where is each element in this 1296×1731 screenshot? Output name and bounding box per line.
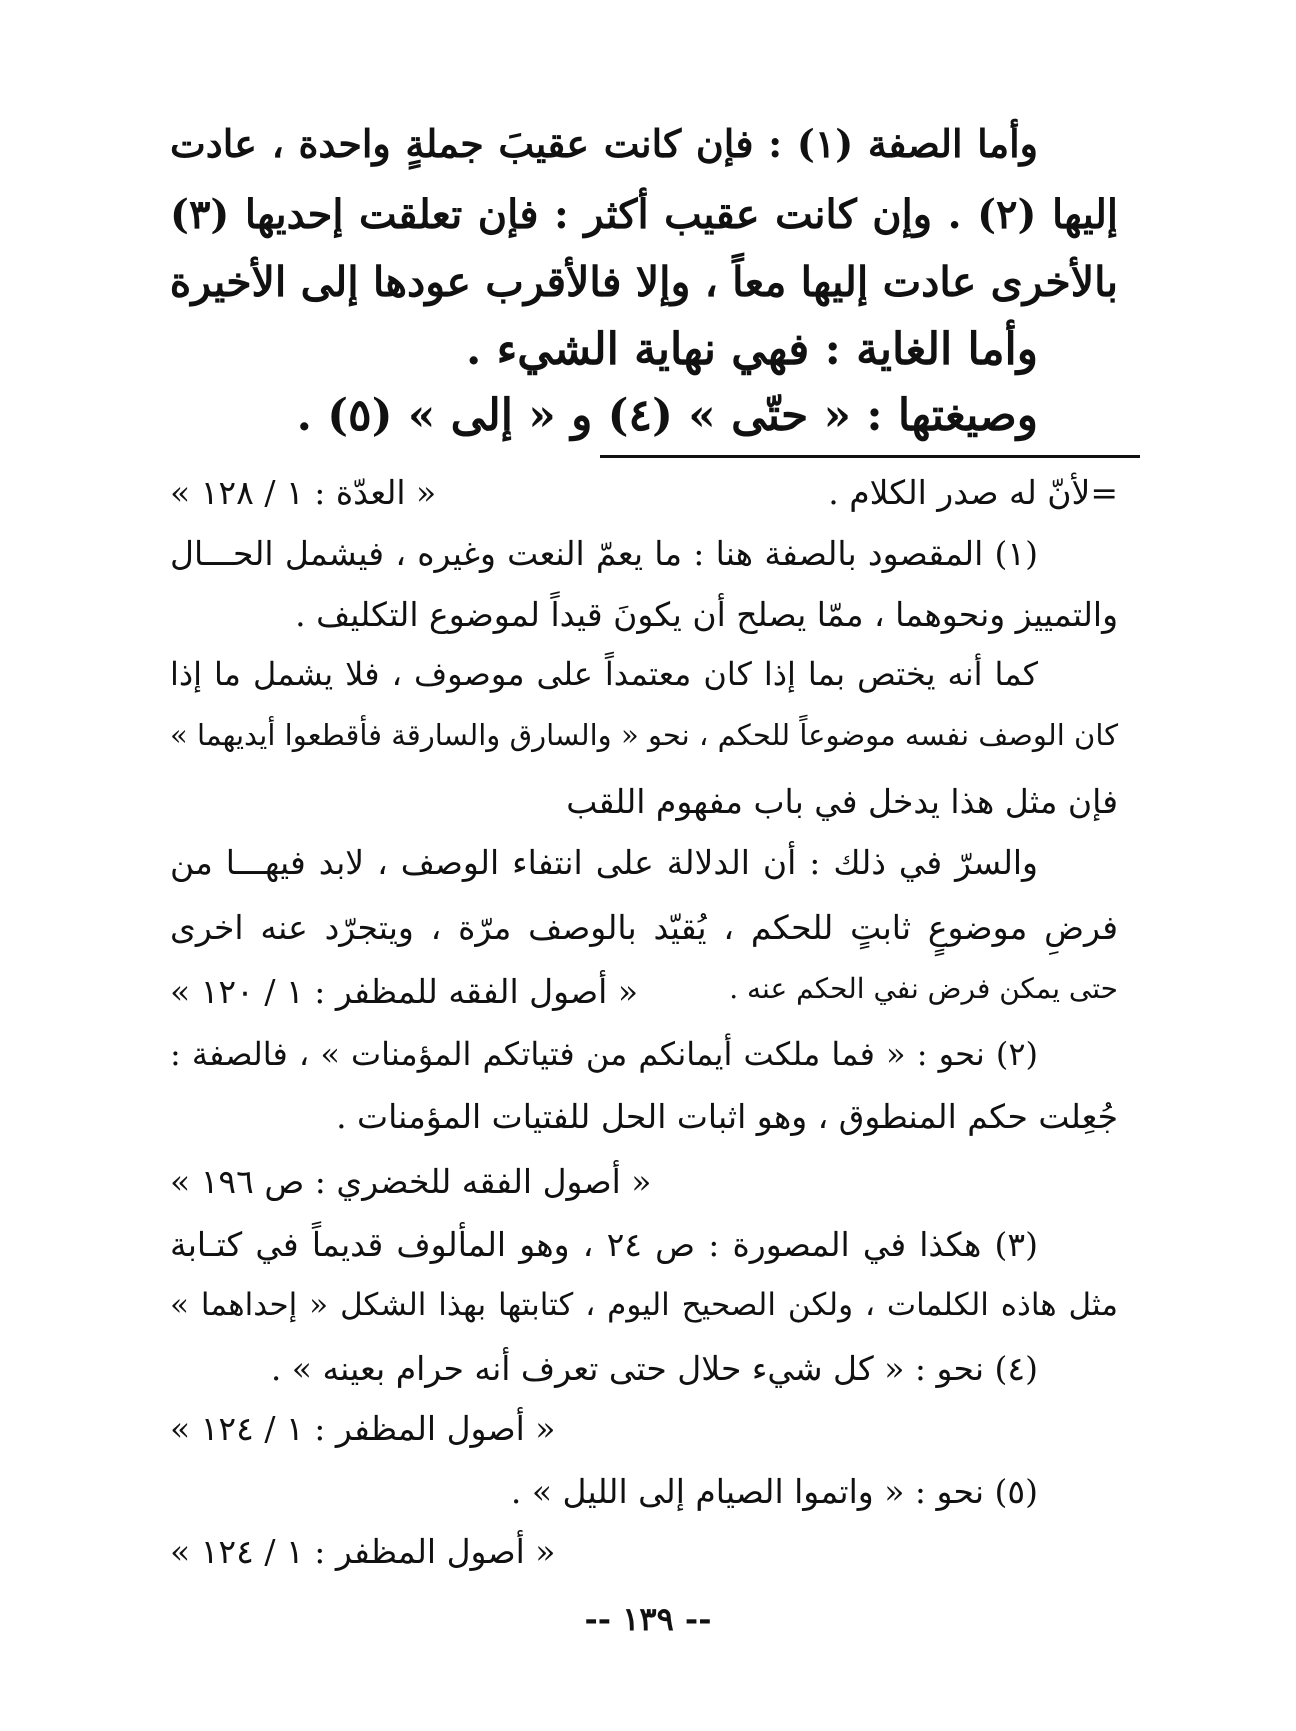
- main-line-2: إليها (٢) . وإن كانت عقيب أكثر : فإن تعلقت إحديها (٣): [170, 191, 1118, 238]
- main-line-1: وأما الصفة (١) : فإن كانت عقيبَ جملةٍ واحدة ، عادت: [170, 121, 1038, 166]
- footnote-3-line-2: مثل هاذه الكلمات ، ولكن الصحيح اليوم ، كتابتها بهذا الشكل « إحداهما »: [170, 1287, 1118, 1323]
- page-number: -- ١٣٩ --: [584, 1600, 712, 1638]
- footnote-1-line-6: والسرّ في ذلك : أن الدلالة على انتفاء الوصف ، لابد فيهـــا من: [170, 843, 1038, 882]
- main-line-3: بالأخرى عادت إليها معاً ، وإلا فالأقرب عودها إلى الأخيرة: [169, 258, 1118, 306]
- footnote-4-ref: « أصول المظفر : ١ / ١٢٤ »: [170, 1409, 556, 1448]
- footnote-2-ref: « أصول الفقه للخضري : ص ١٩٦ »: [170, 1162, 652, 1201]
- footnote-1-line-7: فرضِ موضوعٍ ثابتٍ للحكم ، يُقيّد بالوصف مرّة ، ويتجرّد عنه اخرى: [170, 908, 1118, 947]
- footnote-1-line-8: حتى يمكن فرض نفي الحكم عنه .: [729, 972, 1118, 1005]
- footnote-separator: [600, 455, 1140, 458]
- footnote-3-line-1: (٣) هكذا في المصورة : ص ٢٤ ، وهو المألوف قديماً في كتـابة: [170, 1225, 1038, 1264]
- main-line-5: وصيغتها : « حتّى » (٤) و « إلى » (٥) .: [296, 390, 1038, 441]
- footnote-5-line: (٥) نحو : « واتموا الصيام إلى الليل » .: [510, 1472, 1038, 1511]
- footnote-2-line-1: (٢) نحو : « فما ملكت أيمانكم من فتياتكم المؤمنات » ، فالصفة :: [170, 1035, 1038, 1073]
- main-line-4: وأما الغاية : فهي نهاية الشيء .: [465, 324, 1038, 375]
- footnote-1-line-3: كما أنه يختص بما إذا كان معتمداً على موصوف ، فلا يشمل ما إذا: [170, 655, 1039, 693]
- footnote-1-line-2: والتمييز ونحوهما ، ممّا يصلح أن يكونَ قيداً لموضوع التكليف .: [295, 595, 1118, 634]
- footnote-1-ref: « أصول الفقه للمظفر : ١ / ١٢٠ »: [170, 972, 639, 1011]
- footnote-5-ref: « أصول المظفر : ١ / ١٢٤ »: [170, 1532, 556, 1571]
- footnote-1-line-5: فإن مثل هذا يدخل في باب مفهوم اللقب: [566, 782, 1118, 821]
- footnote-2-line-2: جُعِلت حكم المنطوق ، وهو اثبات الحل للفتيات المؤمنات .: [336, 1097, 1118, 1136]
- footnote-continuation-text: =لأنّ له صدر الكلام .: [828, 473, 1118, 512]
- footnote-continuation-ref: « العدّة : ١ / ١٢٨ »: [170, 473, 437, 512]
- footnote-4-line: (٤) نحو : « كل شيء حلال حتى تعرف أنه حرام بعينه » .: [270, 1349, 1038, 1388]
- footnote-1-line-4: كان الوصف نفسه موضوعاً للحكم ، نحو « والسارق والسارقة فأقطعوا أيديهما »: [170, 718, 1118, 752]
- footnote-1-line-1: (١) المقصود بالصفة هنا : ما يعمّ النعت وغيره ، فيشمل الحـــال: [170, 534, 1038, 573]
